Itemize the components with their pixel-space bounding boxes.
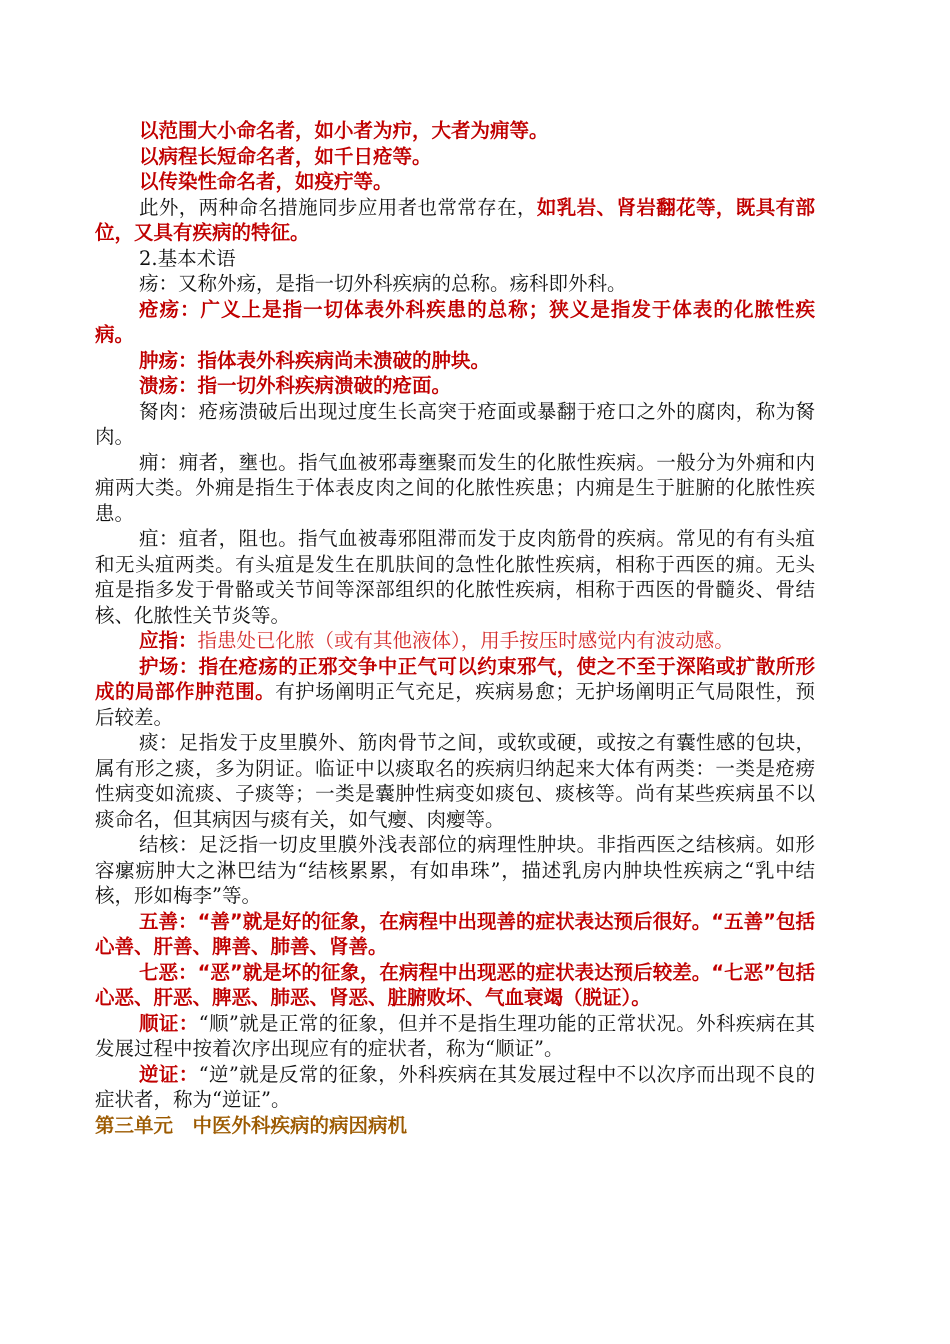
term-nurou: 胬肉：疮疡溃破后出现过度生长高突于疮面或暴翻于疮口之外的腐肉，称为胬肉。 (95, 399, 815, 448)
naming-by-size: 以范围大小命名者，如小者为疖，大者为痈等。 (139, 119, 549, 142)
term-zhongyang: 肿疡：指体表外科疾病尚未溃破的肿块。 (139, 348, 491, 372)
term-kuiyang: 溃疡：指一切外科疾病溃破的疮面。 (139, 374, 452, 397)
term-tan: 痰：足指发于皮里膜外、筋肉骨节之间，或软或硬，或按之有囊性感的包块，属有形之痰，多为阴证。临证中以痰取名的疾病归纳起来大体有两类：一类是疮痨性病变如流痰、子痰等；一类是囊肿性病变如痰包、痰核等。尚有某些疾病虽不以痰命名，但其病因与痰有关，如气瘿、肉瘿等。 (95, 731, 815, 831)
term-shunzheng-label: 顺证： (139, 1011, 199, 1035)
term-ju: 疽：疽者，阻也。指气血被毒邪阻滞而发于皮肉筋骨的疾病。常见的有有头疽和无头疽两类。有头疽是发生在肌肤间的急性化脓性疾病，相称于西医的痈。无头疽是指多发于骨骼或关节间等深部组织的化脓性疾病，相称于西医的骨髓炎、骨结核、化脓性关节炎等。 (95, 527, 815, 627)
term-yingzhi-text: 指患处已化脓（或有其他液体），用手按压时感觉内有波动感。 (197, 629, 734, 652)
term-nizheng-label: 逆证： (139, 1062, 199, 1086)
term-huchang (95, 654, 815, 731)
term-yang: 疡：又称外疡，是指一切外科疾病的总称。疡科即外科。 (139, 272, 627, 295)
term-jiehe: 结核：足泛指一切皮里膜外浅表部位的病理性肿块。非指西医之结核病。如形容瘰疬肿大之淋巴结为“结核累累，有如串珠”，描述乳房内肿块性疾病之“乳中结核，形如梅李”等。 (95, 833, 815, 907)
unit-heading: 第三单元 中医外科疾病的病因病机 (95, 1113, 408, 1137)
term-nizheng-text: “逆”就是反常的征象，外科疾病在其发展过程中不以次序而出现不良的症状者，称为“逆证”。 (95, 1062, 815, 1111)
naming-by-infectivity: 以传染性命名者，如疫疔等。 (139, 170, 393, 193)
term-huchang-definition: 护场：指在疮疡的正邪交争中正气可以约束邪气，使之不至于深陷或扩散所形成的局部作肿范围。 (95, 654, 815, 703)
naming-combined (95, 195, 815, 246)
term-huchang-text: 有护场阐明正气充足，疾病易愈；无护场阐明正气局限性，预后较差。 (95, 680, 815, 729)
term-yingzhi (95, 628, 815, 654)
term-yong: 痈：痈者，壅也。指气血被邪毒壅聚而发生的化脓性疾病。一般分为外痈和内痈两大类。外痈是指生于体表皮肉之间的化脓性疾患；内痈是生于脏腑的化脓性疾患。 (95, 450, 815, 525)
term-qie: 七恶：“恶”就是坏的征象，在病程中出现恶的症状表达预后较差。“七恶”包括心恶、肝恶、脾恶、肺恶、肾恶、脏腑败坏、气血衰竭（脱证）。 (95, 960, 815, 1009)
term-wushan: 五善：“善”就是好的征象，在病程中出现善的症状表达预后很好。“五善”包括心善、肝善、脾善、肺善、肾善。 (95, 909, 815, 958)
section-basic-terms: 2.基本术语 (139, 246, 236, 270)
naming-by-duration: 以病程长短命名者，如千日疮等。 (139, 144, 432, 168)
term-chuangyang: 疮疡：广义上是指一切体表外科疾患的总称；狭义是指发于体表的化脓性疾病。 (95, 297, 815, 346)
term-nizheng (95, 1062, 815, 1113)
term-shunzheng-text: “顺”就是正常的征象，但并不是指生理功能的正常状况。外科疾病在其发展过程中按着次序出现应有的症状者，称为“顺证”。 (95, 1011, 815, 1060)
naming-combined-example: 如乳岩、肾岩翻花等，既具有部位，又具有疾病的特征。 (95, 195, 815, 244)
term-shunzheng (95, 1011, 815, 1062)
term-yingzhi-label: 应指： (139, 629, 198, 652)
naming-combined-text: 此外，两种命名措施同步应用者也常常存在， (139, 195, 537, 219)
document-page (95, 118, 815, 1138)
